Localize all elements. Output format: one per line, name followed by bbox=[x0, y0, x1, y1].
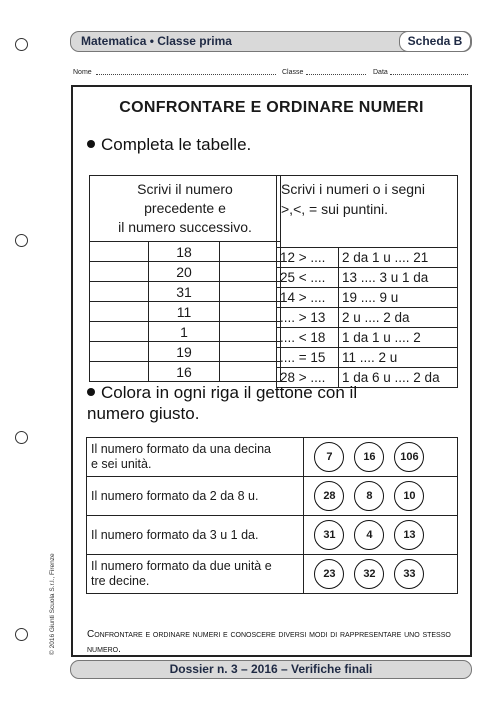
coin-token[interactable]: 4 bbox=[354, 520, 384, 550]
compare-cell[interactable]: 19 .... 9 u bbox=[339, 288, 458, 308]
compare-cell[interactable]: 12 > .... bbox=[277, 248, 339, 268]
number-cell: 20 bbox=[149, 262, 220, 282]
coin-token[interactable]: 16 bbox=[354, 442, 384, 472]
answer-cell[interactable] bbox=[220, 262, 281, 282]
table1-header bbox=[90, 176, 281, 242]
compare-cell[interactable]: 28 > .... bbox=[277, 368, 339, 388]
instruction-1-text: Completa le tabelle. bbox=[101, 135, 252, 154]
compare-cell[interactable]: .... < 18 bbox=[277, 328, 339, 348]
compare-cell[interactable]: 11 .... 2 u bbox=[339, 348, 458, 368]
answer-cell[interactable] bbox=[90, 282, 149, 302]
answer-cell[interactable] bbox=[220, 242, 281, 262]
instruction-1 bbox=[87, 135, 251, 155]
classe-label: Classe bbox=[282, 69, 304, 76]
table-color-coin bbox=[86, 437, 458, 594]
table1-header-line: Scrivi il numero bbox=[137, 181, 233, 197]
question-cell bbox=[87, 438, 304, 477]
question-line: Il numero formato da due unità e bbox=[91, 559, 272, 573]
instruction-2-line2: numero giusto. bbox=[87, 404, 200, 423]
nome-line[interactable] bbox=[96, 74, 276, 75]
coin-token[interactable]: 31 bbox=[314, 520, 344, 550]
coin-token[interactable]: 8 bbox=[354, 481, 384, 511]
answer-cell[interactable] bbox=[220, 322, 281, 342]
coin-token[interactable]: 106 bbox=[394, 442, 424, 472]
compare-cell[interactable]: .... = 15 bbox=[277, 348, 339, 368]
coin-options bbox=[304, 516, 458, 555]
table1-header-line: il numero successivo. bbox=[118, 219, 252, 235]
compare-cell[interactable]: 13 .... 3 u 1 da bbox=[339, 268, 458, 288]
compare-cell[interactable]: 1 da 6 u .... 2 da bbox=[339, 368, 458, 388]
binder-hole-1 bbox=[15, 38, 28, 51]
bullet-icon bbox=[87, 140, 95, 148]
coin-token[interactable]: 10 bbox=[394, 481, 424, 511]
question-line: e sei unità. bbox=[91, 457, 152, 471]
compare-cell[interactable]: 1 da 1 u .... 2 bbox=[339, 328, 458, 348]
binder-hole-4 bbox=[15, 628, 28, 641]
table1-header-line: precedente e bbox=[144, 200, 226, 216]
number-cell: 11 bbox=[149, 302, 220, 322]
answer-cell[interactable] bbox=[90, 302, 149, 322]
bullet-icon bbox=[87, 388, 95, 396]
answer-cell[interactable] bbox=[90, 362, 149, 382]
answer-cell[interactable] bbox=[90, 322, 149, 342]
coin-options bbox=[304, 438, 458, 477]
answer-cell[interactable] bbox=[90, 342, 149, 362]
answer-cell[interactable] bbox=[90, 242, 149, 262]
table2-header bbox=[277, 176, 458, 248]
binder-hole-2 bbox=[15, 234, 28, 247]
data-label: Data bbox=[373, 69, 388, 76]
question-cell bbox=[87, 477, 304, 516]
question-line: Il numero formato da una decina bbox=[91, 442, 271, 456]
binder-hole-3 bbox=[15, 431, 28, 444]
classe-line[interactable] bbox=[306, 74, 366, 75]
answer-cell[interactable] bbox=[220, 362, 281, 382]
answer-cell[interactable] bbox=[220, 302, 281, 322]
question-line: tre decine. bbox=[91, 574, 150, 588]
table2-header-line: >,<, = sui puntini. bbox=[281, 201, 389, 217]
coin-token[interactable]: 32 bbox=[354, 559, 384, 589]
copyright-notice: © 2016 Giunti Scuola S.r.l., Firenze bbox=[49, 553, 56, 655]
data-line[interactable] bbox=[390, 74, 468, 75]
table2-header-line: Scrivi i numeri o i segni bbox=[281, 181, 425, 197]
compare-cell[interactable]: 2 da 1 u .... 21 bbox=[339, 248, 458, 268]
coin-options bbox=[304, 555, 458, 594]
question-cell bbox=[87, 516, 304, 555]
answer-cell[interactable] bbox=[220, 342, 281, 362]
subject-label: Matematica • Classe prima bbox=[81, 34, 232, 48]
question-line: Il numero formato da 2 da 8 u. bbox=[91, 488, 259, 503]
question-line: Il numero formato da 3 u 1 da. bbox=[91, 527, 259, 542]
number-cell: 19 bbox=[149, 342, 220, 362]
answer-cell[interactable] bbox=[220, 282, 281, 302]
compare-cell[interactable]: .... > 13 bbox=[277, 308, 339, 328]
compare-cell[interactable]: 14 > .... bbox=[277, 288, 339, 308]
number-cell: 18 bbox=[149, 242, 220, 262]
worksheet-card bbox=[71, 85, 472, 657]
coin-token[interactable]: 23 bbox=[314, 559, 344, 589]
number-cell: 31 bbox=[149, 282, 220, 302]
coin-token[interactable]: 33 bbox=[394, 559, 424, 589]
table-predecessor-successor bbox=[89, 175, 281, 382]
scheda-label: Scheda B bbox=[399, 31, 471, 52]
instruction-2-line1: Colora in ogni riga il gettone con il bbox=[101, 383, 358, 402]
compare-cell[interactable]: 2 u .... 2 da bbox=[339, 308, 458, 328]
header-bar bbox=[70, 31, 472, 52]
page-title: CONFRONTARE E ORDINARE NUMERI bbox=[119, 99, 424, 116]
compare-cell[interactable]: 25 < .... bbox=[277, 268, 339, 288]
learning-objective: Confrontare e ordinare numeri e conoscere diversi modi di rappresentare uno stesso numero. bbox=[87, 629, 451, 655]
coin-token[interactable]: 7 bbox=[314, 442, 344, 472]
question-cell bbox=[87, 555, 304, 594]
instruction-2 bbox=[87, 382, 357, 424]
coin-token[interactable]: 28 bbox=[314, 481, 344, 511]
footer-bar: Dossier n. 3 – 2016 – Verifiche finali bbox=[70, 660, 472, 679]
answer-cell[interactable] bbox=[90, 262, 149, 282]
number-cell: 16 bbox=[149, 362, 220, 382]
number-cell: 1 bbox=[149, 322, 220, 342]
table-compare bbox=[276, 175, 458, 388]
coin-token[interactable]: 13 bbox=[394, 520, 424, 550]
coin-options bbox=[304, 477, 458, 516]
nome-label: Nome bbox=[73, 69, 92, 76]
